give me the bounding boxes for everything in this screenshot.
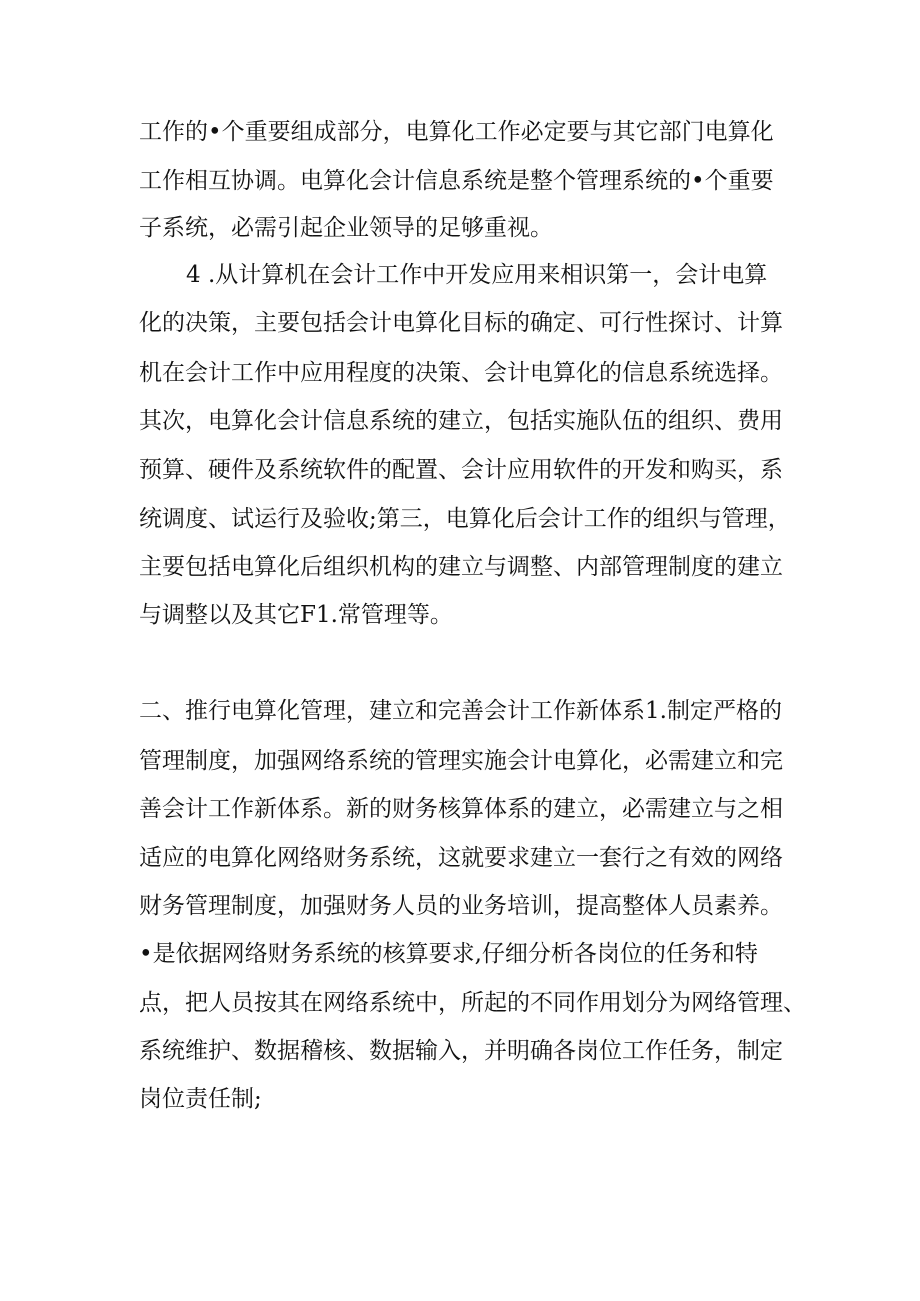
text-line: 善会计工作新体系。新的财务核算体系的建立，必需建立与之相 bbox=[139, 796, 783, 822]
text-line: 适应的电算化网络财务系统，这就要求建立一套行之有效的网络 bbox=[139, 845, 783, 871]
text-line: 4 .从计算机在会计工作中开发应用来相识第一，会计电算 bbox=[186, 262, 768, 288]
text-line: 点，把人员按其在网络系统中，所起的不同作用划分为网络管理、 bbox=[139, 990, 806, 1016]
text-line: 系统维护、数据稽核、数据输入，并明确各岗位工作任务，制定 bbox=[139, 1038, 783, 1064]
text-line: 化的决策，主要包括会计电算化目标的确定、可行性探讨、计算 bbox=[139, 310, 783, 336]
text-line: 与调整以及其它F1.常管理等。 bbox=[139, 602, 453, 628]
text-line: 机在会计工作中应用程度的决策、会计电算化的信息系统选择。 bbox=[139, 360, 783, 386]
text-line: 工作相互协调。电算化会计信息系统是整个管理系统的•个重要 bbox=[139, 168, 774, 194]
section-heading-line: 二、推行电算化管理，建立和完善会计工作新体系1.制定严格的 bbox=[139, 698, 782, 724]
text-line: 子系统，必需引起企业领导的足够重视。 bbox=[139, 215, 553, 241]
text-line: 工作的•个重要组成部分，电算化工作必定要与其它部门电算化 bbox=[139, 119, 774, 145]
text-line: 财务管理制度，加强财务人员的业务培训，提高整体人员素养。 bbox=[139, 893, 783, 919]
text-line: 预算、硬件及系统软件的配置、会计应用软件的开发和购买，系 bbox=[139, 457, 783, 483]
text-line: 主要包括电算化后组织机构的建立与调整、内部管理制度的建立 bbox=[139, 554, 783, 580]
text-line: 管理制度，加强网络系统的管理实施会计电算化，必需建立和完 bbox=[139, 748, 783, 774]
text-line: 岗位责任制; bbox=[139, 1086, 262, 1112]
text-line: •是依据网络财务系统的核算要求,仔细分析各岗位的任务和特 bbox=[139, 941, 758, 967]
text-line: 其次，电算化会计信息系统的建立，包括实施队伍的组织、费用 bbox=[139, 408, 783, 434]
text-line: 统调度、试运行及验收;第三，电算化后会计工作的组织与管理， bbox=[139, 506, 791, 532]
